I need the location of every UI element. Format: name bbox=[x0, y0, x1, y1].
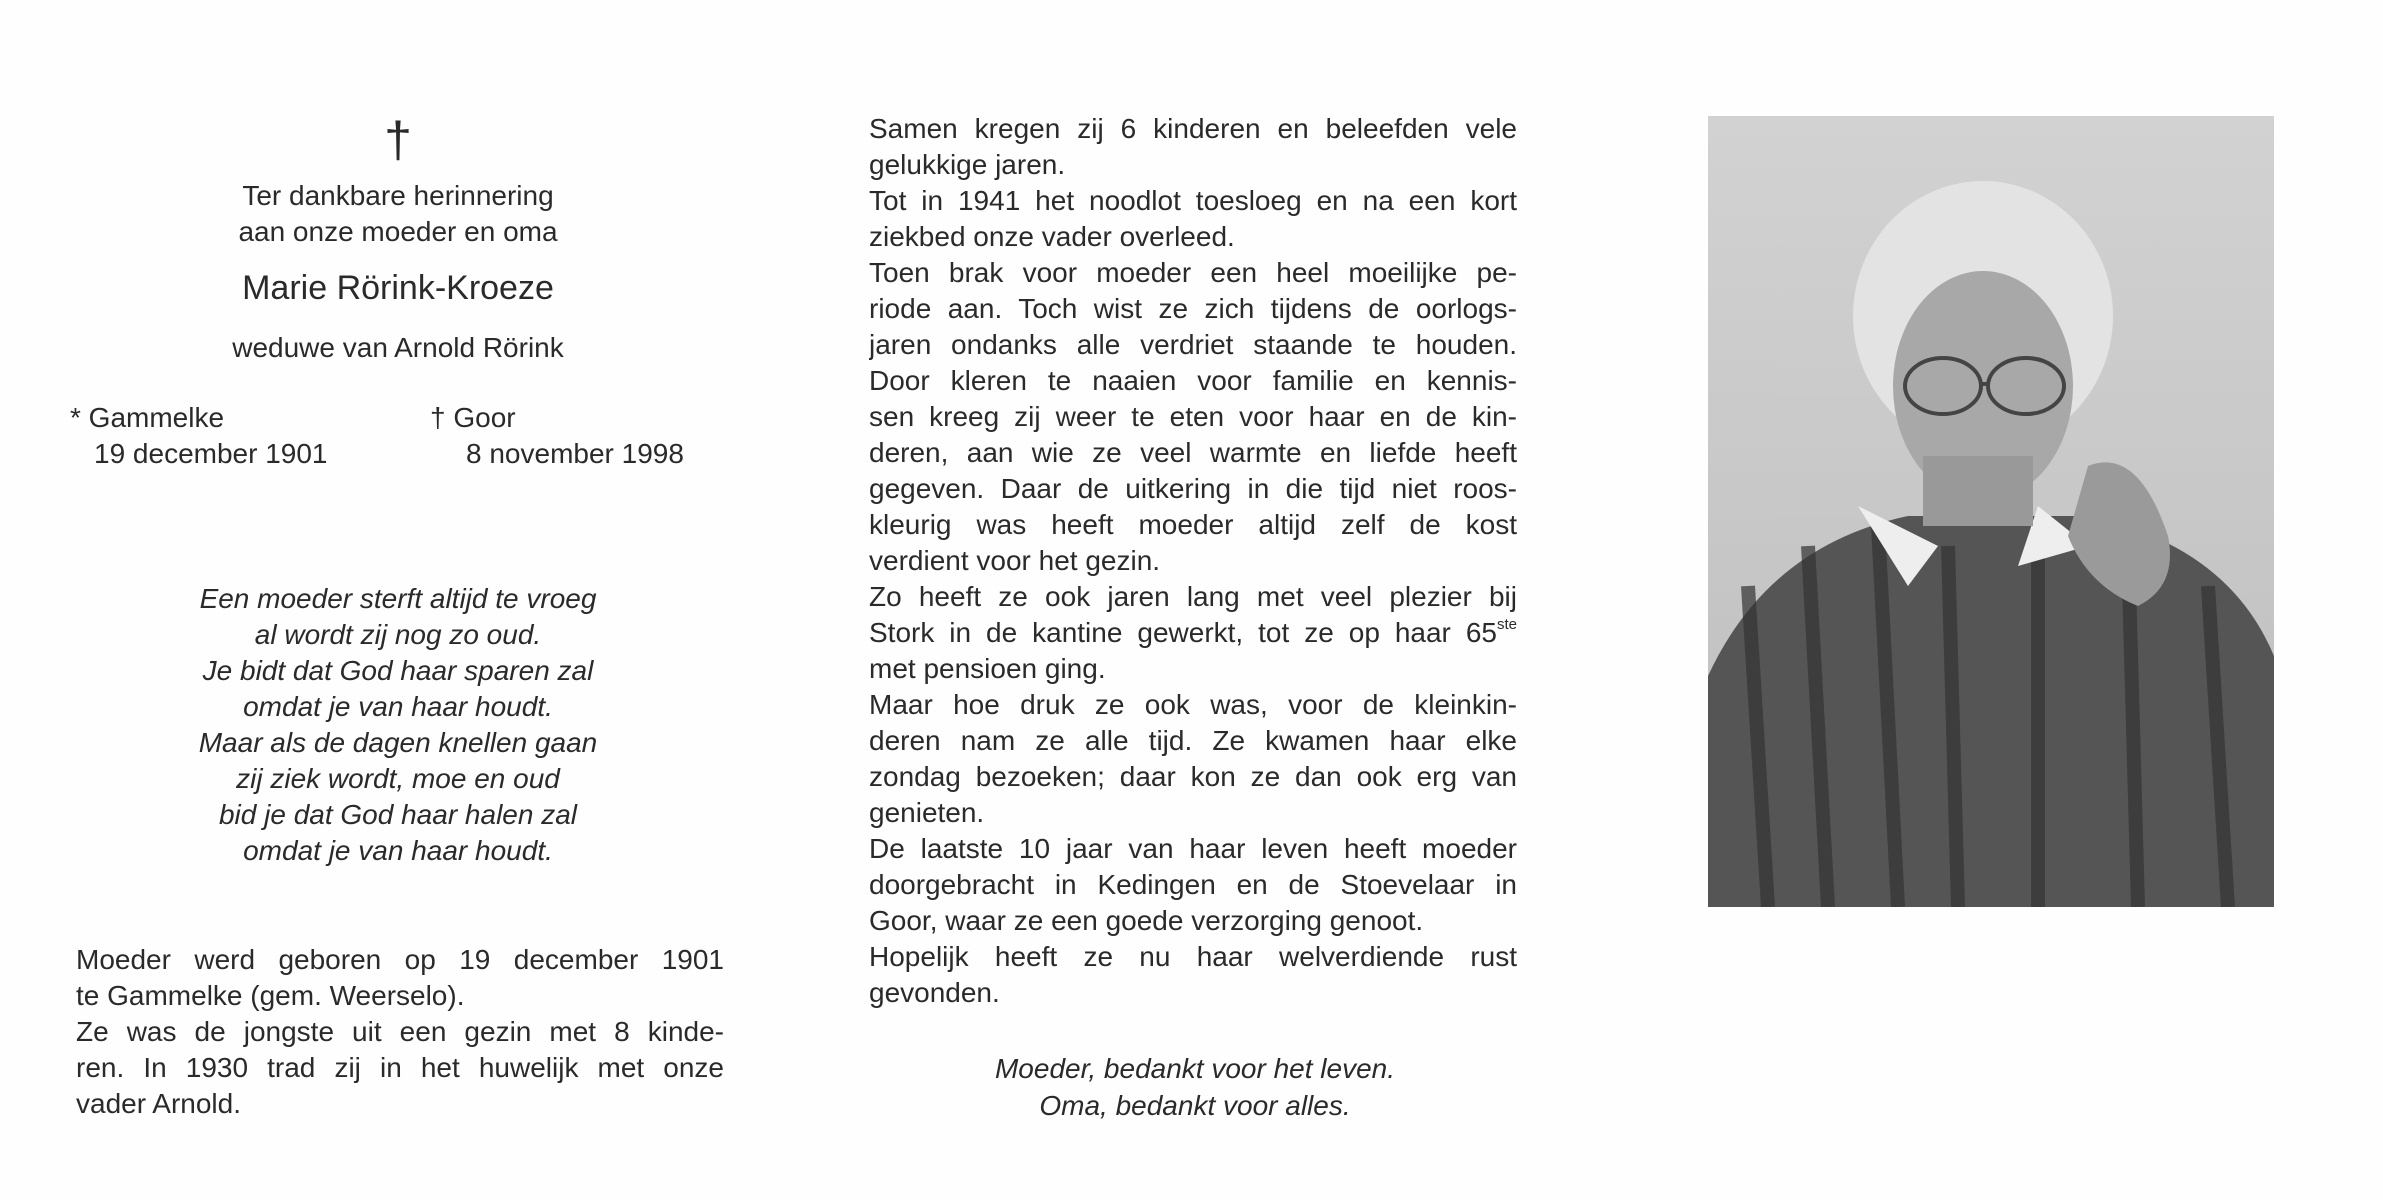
biography bbox=[76, 942, 724, 1122]
intro-line: aan onze moeder en oma bbox=[238, 216, 558, 247]
poem-line: bid je dat God haar halen zal bbox=[218, 799, 578, 830]
story-line: Goor, waar ze een goede verzorging genoot. bbox=[869, 905, 1424, 936]
story-line-text: Stork in de kantine gewerkt, tot ze op haar 65 bbox=[869, 617, 1497, 648]
bio-line: Moeder werd geboren op 19 december 1901 bbox=[76, 944, 724, 975]
closing-words bbox=[900, 1050, 1490, 1124]
story-line: riode aan. Toch wist ze zich tijdens de oorlogs- bbox=[869, 293, 1517, 324]
story-line: deren nam ze alle tijd. Ze kwamen haar elke bbox=[869, 725, 1517, 756]
story-line: Maar hoe druk ze ook was, voor de kleinkin- bbox=[869, 689, 1517, 720]
death-date: 8 november 1998 bbox=[466, 438, 684, 469]
deceased-name: Marie Rörink-Kroeze bbox=[242, 269, 554, 307]
story-line: met pensioen ging. bbox=[869, 653, 1106, 684]
bio-line: vader Arnold. bbox=[76, 1088, 241, 1119]
story-line: kleurig was heeft moeder altijd zelf de kost bbox=[869, 509, 1517, 540]
poem-line: omdat je van haar houdt. bbox=[243, 835, 553, 866]
story-line: ziekbed onze vader overleed. bbox=[869, 221, 1235, 252]
story-line bbox=[869, 615, 1517, 651]
story-line: Tot in 1941 het noodlot toesloeg en na een kort bbox=[869, 185, 1517, 216]
portrait-photo bbox=[1708, 116, 2274, 907]
poem-line: al wordt zij nog zo oud. bbox=[254, 619, 542, 650]
story-line: De laatste 10 jaar van haar leven heeft moeder bbox=[869, 833, 1517, 864]
ordinal-superscript: ste bbox=[1496, 616, 1517, 633]
story-line: Hopelijk heeft ze nu haar welverdiende rust bbox=[869, 941, 1517, 972]
portrait-image bbox=[1708, 116, 2274, 907]
story-line: zondag bezoeken; daar kon ze dan ook erg van bbox=[869, 761, 1517, 792]
story-line: genieten. bbox=[869, 797, 985, 828]
story-line: jaren ondanks alle verdriet staande te houden. bbox=[869, 329, 1517, 360]
closing-line: Oma, bedankt voor alles. bbox=[1039, 1090, 1351, 1121]
cross-icon: † bbox=[384, 112, 412, 168]
widow-of: weduwe van Arnold Rörink bbox=[232, 332, 564, 363]
poem bbox=[100, 581, 696, 869]
death-info bbox=[430, 400, 684, 472]
bio-line: ren. In 1930 trad zij in het huwelijk met onze bbox=[76, 1052, 724, 1083]
story-line: gegeven. Daar de uitkering in die tijd niet roos- bbox=[869, 473, 1517, 504]
poem-line: Je bidt dat God haar sparen zal bbox=[202, 655, 594, 686]
death-place: † Goor bbox=[430, 402, 516, 433]
poem-line: zij ziek wordt, moe en oud bbox=[236, 763, 560, 794]
poem-line: Maar als de dagen knellen gaan bbox=[198, 727, 598, 758]
closing-line: Moeder, bedankt voor het leven. bbox=[994, 1053, 1396, 1084]
story-line: Door kleren te naaien voor familie en kennis- bbox=[869, 365, 1517, 396]
poem-line: omdat je van haar houdt. bbox=[243, 691, 553, 722]
story-line: Toen brak voor moeder een heel moeilijke pe- bbox=[869, 257, 1517, 288]
story-line: sen kreeg zij weer te eten voor haar en de kin- bbox=[869, 401, 1517, 432]
birth-place: * Gammelke bbox=[70, 402, 225, 433]
story-line: gevonden. bbox=[869, 977, 1000, 1008]
bio-line: te Gammelke (gem. Weerselo). bbox=[76, 980, 465, 1011]
story-line: Zo heeft ze ook jaren lang met veel plezier bij bbox=[869, 581, 1517, 612]
birth-date: 19 december 1901 bbox=[94, 438, 328, 469]
story-line: Samen kregen zij 6 kinderen en beleefden vele bbox=[869, 113, 1517, 144]
intro-line: Ter dankbare herinnering bbox=[242, 180, 554, 211]
story-line: doorgebracht in Kedingen en de Stoevelaar in bbox=[869, 869, 1517, 900]
birth-info bbox=[70, 400, 328, 472]
bio-line: Ze was de jongste uit een gezin met 8 kinde- bbox=[76, 1016, 724, 1047]
story-line: deren, aan wie ze veel warmte en liefde heeft bbox=[869, 437, 1517, 468]
intro-text bbox=[200, 178, 596, 250]
poem-line: Een moeder sterft altijd te vroeg bbox=[199, 583, 597, 614]
story-line: gelukkige jaren. bbox=[869, 149, 1066, 180]
story-line: verdient voor het gezin. bbox=[869, 545, 1161, 576]
life-story bbox=[869, 111, 1517, 1011]
